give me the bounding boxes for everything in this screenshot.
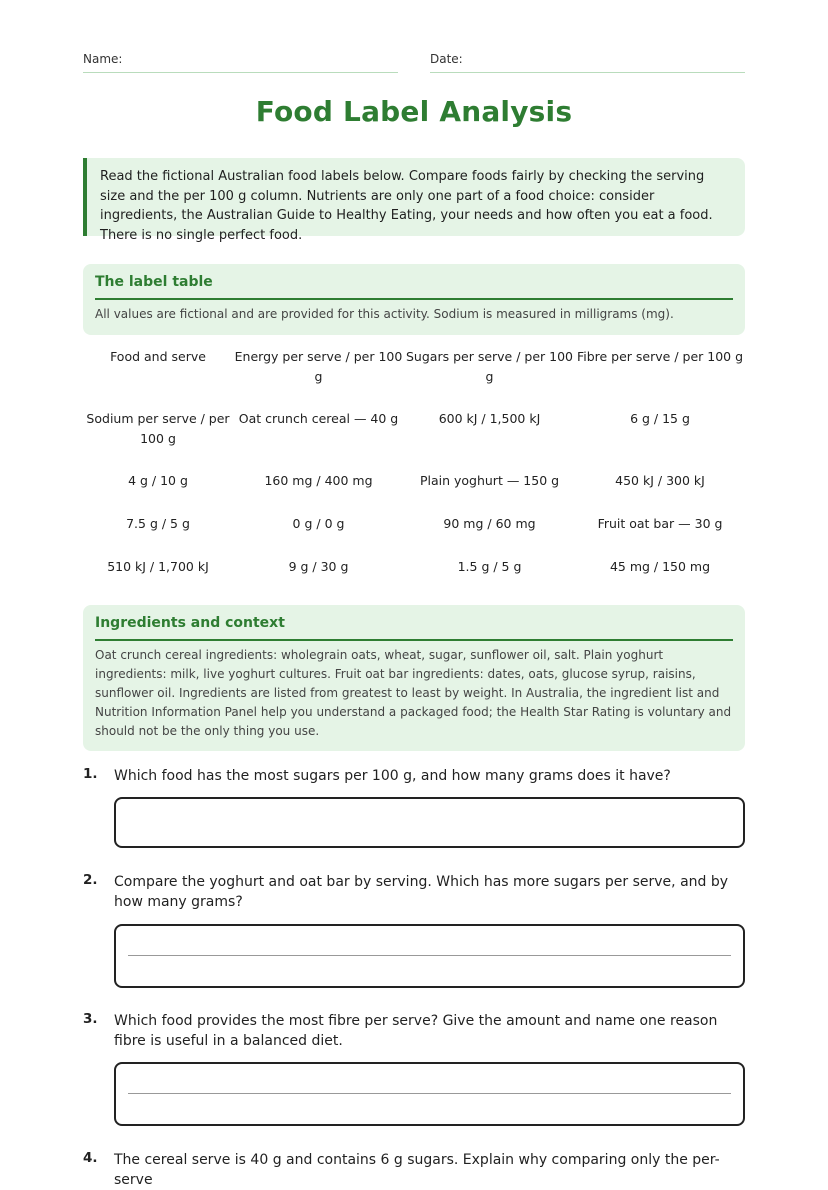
table-cell: 7.5 g / 5 g [126,516,190,531]
question-text: The cereal serve is 40 g and contains 6 g sugars. Explain why comparing only the per-serve [114,1152,720,1188]
answer-line [128,955,731,956]
question-number: 3. [83,1011,98,1027]
ingredients-text: Oat crunch cereal ingredients: wholegrain oats, wheat, sugar, sunflower oil, salt. Plain yoghurt ingredients: milk, live yoghurt cultures. Fruit oat bar ingredients: dates, oats, glucose syrup, raisins, sunflower oil. Ingredients are listed from greatest to least by weight. In Australia, the ingredient list and Nutrition Information Panel help you understand a packaged food; the Health Star Rating is voluntary and should not be the only thing you use. [95,648,732,738]
table-cell: 510 kJ / 1,700 kJ [107,559,209,574]
table-cell: 160 mg / 400 mg [264,473,373,488]
label-table-note: All values are fictional and are provided for this activity. Sodium is measured in milligrams (mg). [95,307,674,321]
table-cell: 1.5 g / 5 g [457,559,522,574]
date-label: Date: [430,52,463,66]
answer-box[interactable] [114,924,745,988]
table-cell: Sodium per serve / per 100 g [86,411,230,446]
answer-box[interactable] [114,797,745,848]
table-cell: Oat crunch cereal — 40 g [238,411,399,426]
question-text: Compare the yoghurt and oat bar by serving. Which has more sugars per serve, and by how many grams? [114,874,729,910]
name-label: Name: [83,52,123,66]
table-cell: Fibre per serve / per 100 g [576,349,744,364]
page-title: Food Label Analysis [255,95,573,128]
table-cell: Plain yoghurt — 150 g [419,473,560,488]
question-number: 1. [83,766,98,782]
label-table-section [83,264,745,335]
answer-line [128,1093,731,1094]
name-field[interactable] [83,52,398,73]
table-cell: 0 g / 0 g [292,516,345,531]
answer-box[interactable] [114,1062,745,1126]
header-fields [83,52,745,74]
table-row [83,514,745,557]
table-cell: 9 g / 30 g [288,559,349,574]
table-row [83,347,745,409]
table-cell: 90 mg / 60 mg [443,516,536,531]
table-row [83,471,745,514]
table-cell: Food and serve [110,349,206,364]
ingredients-heading: Ingredients and context [95,615,733,641]
table-cell: Fruit oat bar — 30 g [597,516,723,531]
table-row [83,557,745,597]
table-cell: 600 kJ / 1,500 kJ [438,411,541,426]
date-field[interactable] [430,52,745,73]
table-cell: 4 g / 10 g [128,473,188,488]
question-number: 2. [83,872,98,888]
intro-callout: Read the fictional Australian food labels below. Compare foods fairly by checking the serving size and the per 100 g column. Nutrients are only one part of a food choice: consider ingredients, the Australian Guide to Healthy Eating, your needs and how often you eat a food. There is no single perfect food. [83,158,745,236]
table-cell: 6 g / 15 g [630,411,690,426]
table-cell: Energy per serve / per 100 g [234,349,403,384]
question-text: Which food has the most sugars per 100 g, and how many grams does it have? [114,768,671,784]
question-number: 4. [83,1150,98,1166]
label-table [83,347,745,597]
table-cell: 450 kJ / 300 kJ [615,473,705,488]
table-cell: Sugars per serve / per 100 g [406,349,573,384]
table-row [83,409,745,471]
table-cell: 45 mg / 150 mg [609,559,711,574]
question-text: Which food provides the most fibre per serve? Give the amount and name one reason fibre is useful in a balanced diet. [114,1013,718,1049]
label-table-heading: The label table [95,274,733,300]
ingredients-section [83,605,745,751]
